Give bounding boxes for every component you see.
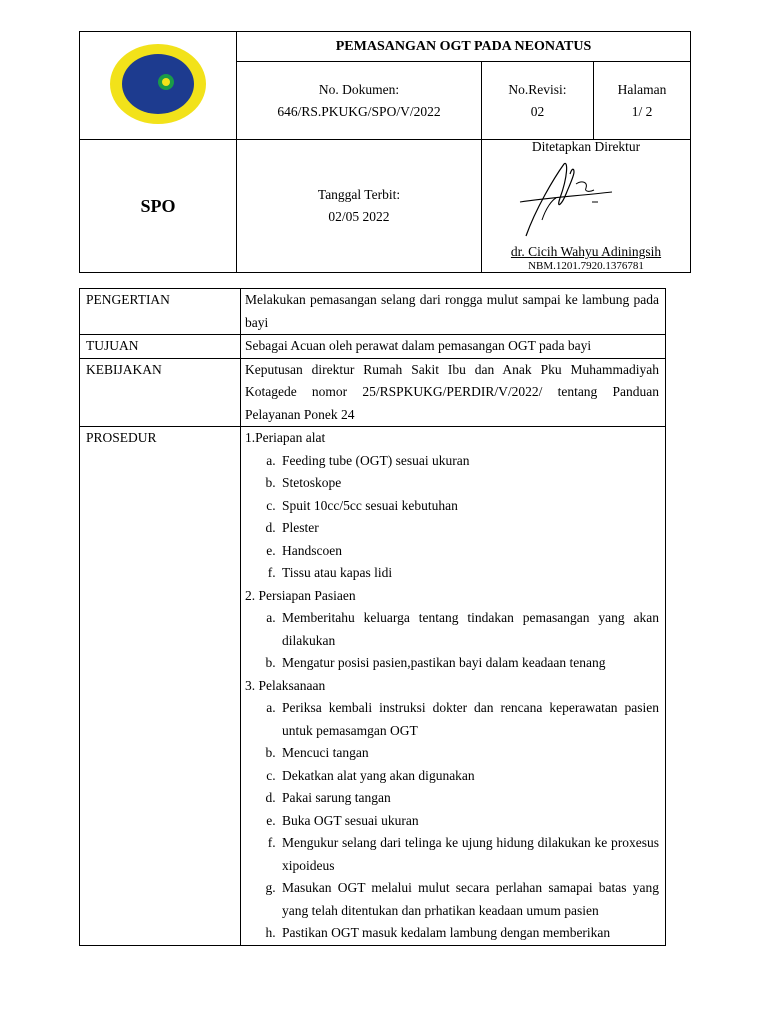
revision-label: No.Revisi: [508,81,567,97]
section-label: PROSEDUR [80,427,241,946]
list-item: e. Buka OGT sesuai ukuran [279,810,659,833]
issue-date-label: Tanggal Terbit: [317,187,401,202]
spo-label: SPO [140,195,176,216]
document-header [79,31,691,273]
list-item: b. Mengatur posisi pasien,pastikan bayi dalam keadaan tenang [279,652,659,675]
group-title: 1.Periapan alat [245,430,326,445]
page-label: Halaman [617,81,667,97]
item-list [245,697,659,945]
list-item: f. Mengukur selang dari telinga ke ujung hidung dilakukan ke proxesus xipoideus [279,832,659,877]
page-value: 1/ 2 [631,103,653,119]
list-item: b. Mencuci tangan [279,742,659,765]
director-nbm: NBM.1201.7920.1376781 [528,260,644,272]
doc-number-label: No. Dokumen: [318,81,400,97]
group-title: 3. Pelaksanaan [245,677,326,693]
list-item: g. Masukan OGT melalui mulut secara perlahan samapai batas yang yang telah ditentukan dan prhatikan keadaan umum pasien [279,877,659,922]
list-item: a. Feeding tube (OGT) sesuai ukuran [279,450,659,473]
section-label: PENGERTIAN [80,289,241,335]
signature-icon [516,158,616,242]
section-text: Sebagai Acuan oleh perawat dalam pemasangan OGT pada bayi [241,335,666,359]
logo-cell [80,32,237,140]
doc-number-cell [237,62,482,140]
document-title: PEMASANGAN OGT PADA NEONATUS [237,32,691,62]
list-item: d. Pakai sarung tangan [279,787,659,810]
list-item: b. Stetoskope [279,472,659,495]
list-item: c. Spuit 10cc/5cc sesuai kebutuhan [279,495,659,518]
director-name: dr. Cicih Wahyu Adiningsih [510,244,662,259]
list-item: d. Plester [279,517,659,540]
row-prosedur [80,427,666,946]
doc-number: 646/RS.PKUKG/SPO/V/2022 [277,103,441,119]
list-item: f. Tissu atau kapas lidi [279,562,659,585]
section-label: TUJUAN [80,335,241,359]
page-cell [594,62,691,140]
established-by: Ditetapkan Direktur [531,139,641,154]
list-item: h. Pastikan OGT masuk kedalam lambung dengan memberikan [279,922,659,945]
list-item: c. Dekatkan alat yang akan digunakan [279,765,659,788]
signature-cell [482,140,691,273]
row-tujuan [80,335,666,359]
revision-value: 02 [530,103,545,119]
row-pengertian [80,289,666,335]
section-text: Keputusan direktur Rumah Sakit Ibu dan Anak Pku Muhammadiyah Kotagede nomor 25/RSPKUKG/PERDIR/V/2022/ tentang Panduan Pelayanan Ponek 24 [241,358,666,427]
list-item: a. Memberitahu keluarga tentang tindakan pemasangan yang akan dilakukan [279,607,659,652]
rs-logo-icon [108,42,208,126]
group-title: 2. Persiapan Pasiaen [245,587,356,603]
director-name-wrap [482,244,690,260]
prosedur-content [241,427,666,946]
issue-date-cell [237,140,482,273]
list-item: e. Handscoen [279,540,659,563]
row-kebijakan [80,358,666,427]
item-list [245,450,659,585]
item-list [245,607,659,675]
list-item: a. Periksa kembali instruksi dokter dan rencana keperawatan pasien untuk pemasamgan OGT [279,697,659,742]
section-text: Melakukan pemasangan selang dari rongga mulut sampai ke lambung pada bayi [241,289,666,335]
procedure-table [79,288,666,946]
revision-cell [482,62,594,140]
issue-date: 02/05 2022 [328,209,390,224]
spo-cell [80,140,237,273]
section-label: KEBIJAKAN [80,358,241,427]
